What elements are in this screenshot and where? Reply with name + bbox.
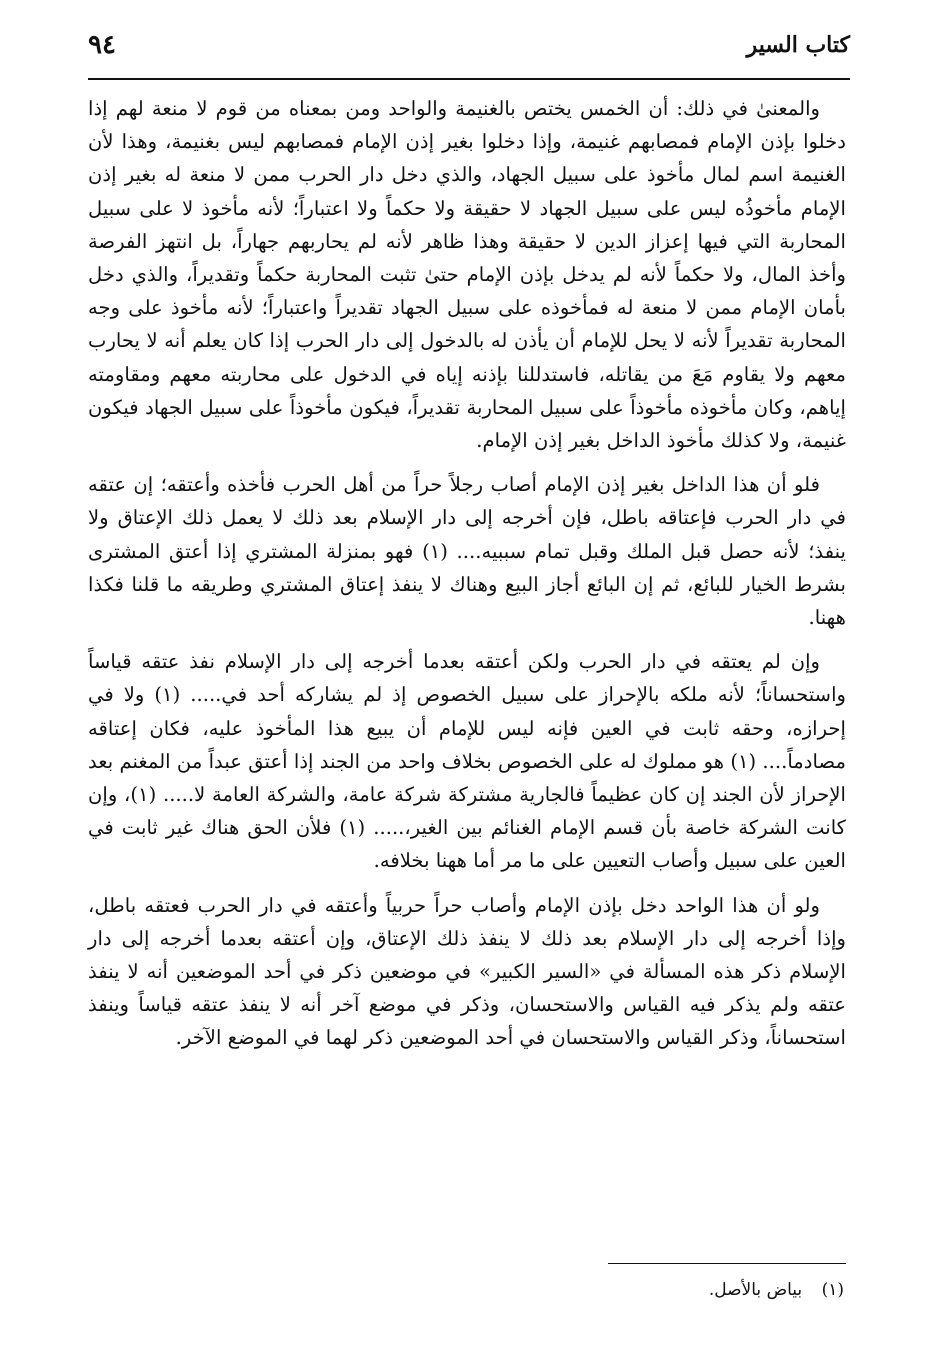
page-header [88, 30, 850, 70]
footnote [709, 1278, 844, 1302]
main-text [88, 92, 846, 1066]
paragraph-3: وإن لم يعتقه في دار الحرب ولكن أعتقه بعدما أخرجه إلى دار الإسلام نفذ عتقه قياساً واستحساناً؛ لأنه ملكه بالإحراز على سبيل الخصوص إذ لم يشاركه أحد في..... (١) ولا في إحرازه، وحقه ثابت في العين فإنه ليس للإمام أن يبيع هذا المأخوذ عليه، فكان إعتاقه مصادماً.... (١) هو مملوك له على الخصوص بخلاف واحد من الجند إذا أعتق عبداً من المغنم بعد الإحراز لأن الجند إن كان عظيماً فالجارية مشتركة شركة عامة، والشركة العامة لا..... (١)، وإن كانت الشركة خاصة بأن قسم الإمام الغنائم بين الغير،..... (١) فلأن الحق هناك غير ثابت في العين على سبيل وأصاب التعيين على ما مر أما ههنا بخلافه. [88, 650, 846, 873]
page-number: ٩٤ [88, 30, 116, 60]
running-title: كتاب السير [746, 32, 850, 58]
footnote-divider [608, 1263, 846, 1264]
footnote-marker: (١) [821, 1280, 844, 1300]
paragraph-1: والمعنىٰ في ذلك: أن الخمس يختص بالغنيمة والواحد ومن بمعناه من قوم لا منعة لهم إذا دخلوا بإذن الإمام فمصابهم غنيمة، وإذا دخلوا بغير إذن الإمام فمصابهم ليس بغنيمة، وهذا لأن الغنيمة اسم لمال مأخوذ على سبيل الجهاد، والذي دخل دار الحرب ممن لا منعة له بغير إذن الإمام مأخوذُه ليس على سبيل الجهاد لا حقيقة ولا حكماً ولا اعتباراً؛ لأنه مأخوذ لا على سبيل المحاربة التي فيها إعزاز الدين لا حقيقة وهذا ظاهر لأنه لم يحاربهم جهاراً، بل انتهز الفرصة وأخذ المال، ولا حكماً لأنه لم يدخل بإذن الإمام حتىٰ تثبت المحاربة حكماً وتقديراً، والذي دخل بأمان الإمام ممن لا منعة له فمأخوذه على سبيل الجهاد تقديراً واعتباراً؛ لأنه مأخوذ على وجه المحاربة تقديراً لأنه لا يحل للإمام أن يأذن له بالدخول إلى دار الحرب إذا كان يعلم أنه لا يحارب معهم ولا يقاوم مَعَ من يقاتله، فاستدللنا بإذنه إياه في الدخول على محاربته معهم ومقاومته إياهم، وكان مأخوذه مأخوذاً على سبيل المحاربة تقديراً، فيكون مأخوذاً على سبيل الجهاد فيكون غنيمة، ولا كذلك مأخوذ الداخل بغير إذن الإمام. [88, 97, 846, 453]
paragraph-2: فلو أن هذا الداخل بغير إذن الإمام أصاب رجلاً حراً من أهل الحرب فأخذه وأعتقه؛ إن عتقه في دار الحرب فإعتاقه باطل، فإن أخرجه إلى دار الإسلام بعد ذلك لا يعمل ذلك الإعتاق ولا ينفذ؛ لأنه حصل قبل الملك وقبل تمام سببيه.... (١) فهو بمنزلة المشتري إذا أعتق المشترى بشرط الخيار للبائع، ثم إن البائع أجاز البيع وهناك لا ينفذ إعتاق المشتري وطريقه ما قلنا فكذا ههنا. [88, 473, 846, 630]
footnote-text: بياض بالأصل. [708, 1280, 803, 1300]
header-divider [88, 78, 850, 80]
paragraph-4: ولو أن هذا الواحد دخل بإذن الإمام وأصاب حراً حربياً وأعتقه في دار الحرب فعتقه باطل، وإذا أخرجه إلى دار الإسلام بعد ذلك لا ينفذ ذلك الإعتاق، وإن أعتقه بعدما أخرجه إلى دار الإسلام ذكر هذه المسألة في «السير الكبير» في موضعين ذكر في أحد الموضعين أنه لا ينفذ عتقه ولم يذكر فيه القياس والاستحسان، وذكر في موضع آخر أنه لا ينفذ عتقه قياساً وينفذ استحساناً، وذكر القياس والاستحسان في أحد الموضعين ذكر لهما في الموضع الآخر. [88, 893, 846, 1050]
